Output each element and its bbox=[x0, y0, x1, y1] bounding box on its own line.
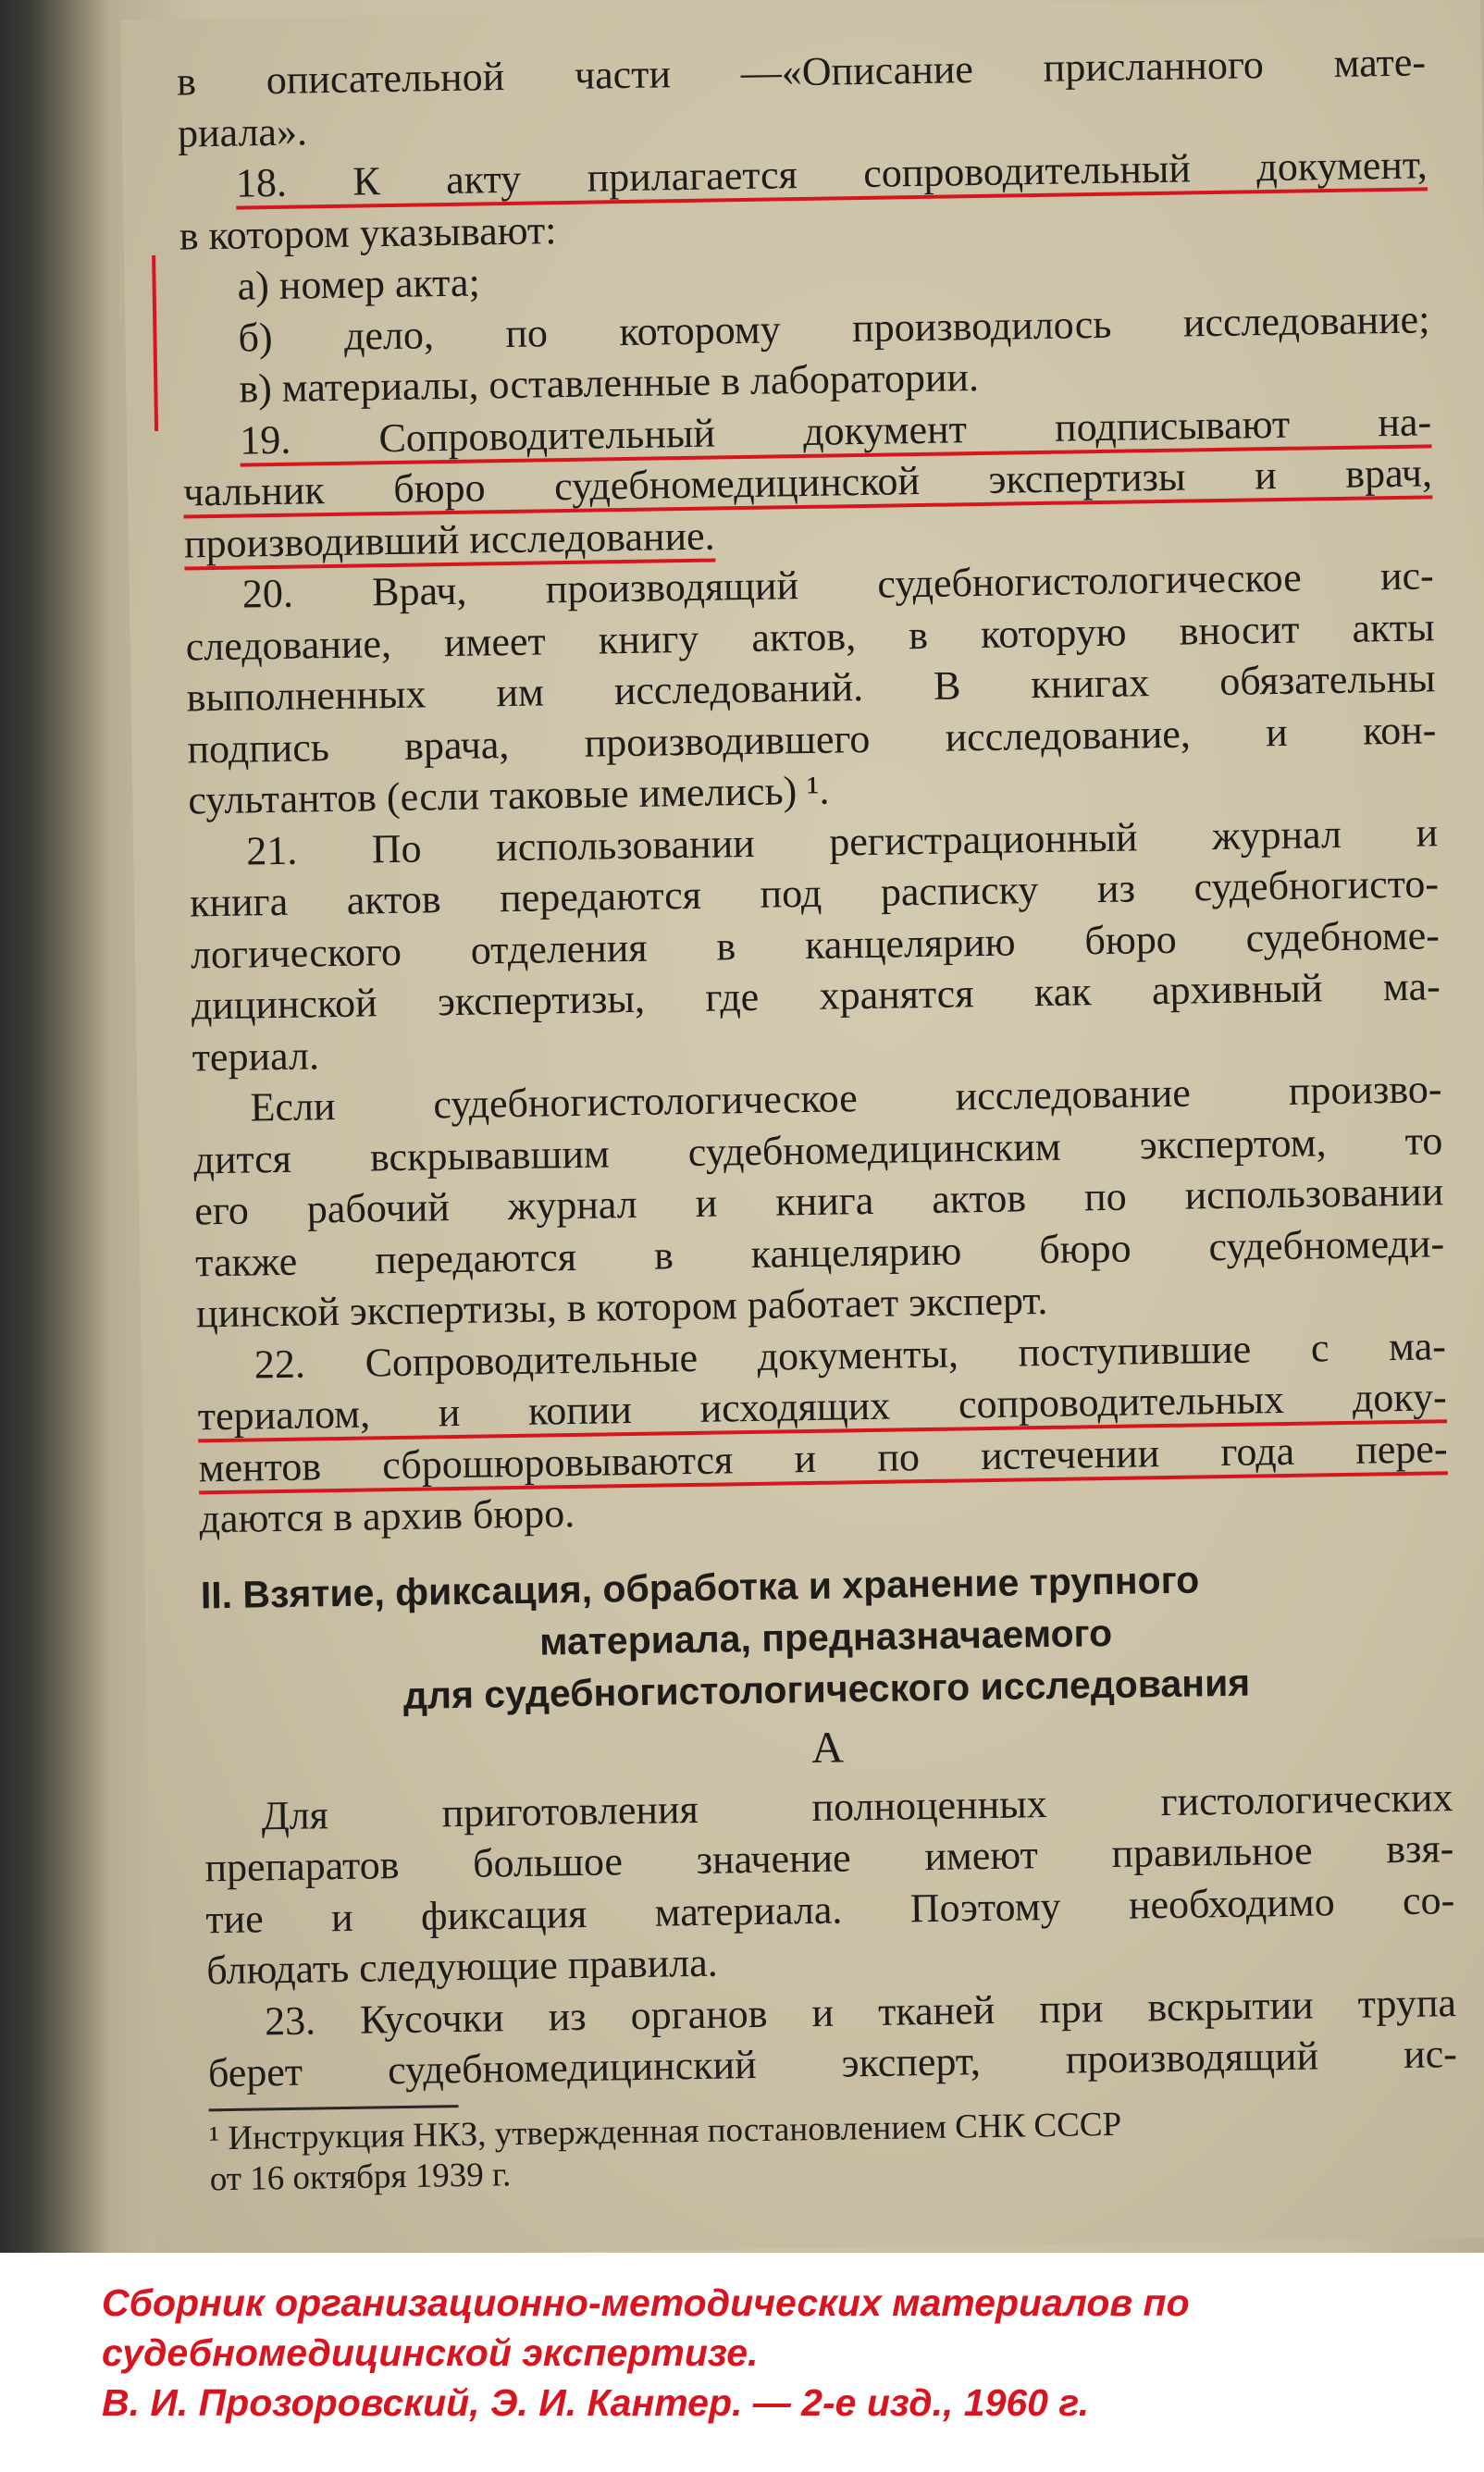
text-line: Для приготовления полноценных гистологических bbox=[261, 1774, 1453, 1838]
section-heading: для судебногистологического исследования bbox=[402, 1661, 1251, 1717]
footnote: от 16 октября 1939 г. bbox=[209, 2155, 512, 2198]
text-line: логического отделения в канцелярию бюро судебноме- bbox=[190, 911, 1441, 977]
footnote: ¹ Инструкция НКЗ, утвержденная постановлением СНК СССР bbox=[208, 2105, 1122, 2157]
text-line-underlined: чальник бюро судебномедицинской экспертизы и врач, bbox=[183, 447, 1433, 518]
text-line: Если судебногистологическое исследование произво- bbox=[250, 1066, 1442, 1131]
text-line: подпись врача, производившего исследование, и кон- bbox=[187, 706, 1437, 772]
book-page bbox=[120, 0, 1484, 2253]
text-line: в) материалы, оставленные в лаборатории. bbox=[238, 354, 980, 412]
text-line: цинской экспертизы, в котором работает эксперт. bbox=[195, 1277, 1048, 1337]
text-line: в описательной части —«Описание присланного мате- bbox=[176, 39, 1427, 105]
caption-line: судебномедицинской экспертизе. bbox=[102, 2331, 759, 2374]
text-line: б) дело, по которому производилось исследование; bbox=[238, 295, 1430, 361]
footnote-rule bbox=[209, 2105, 459, 2111]
text-line: риала». bbox=[177, 107, 308, 156]
section-heading: материала, предназначаемого bbox=[538, 1611, 1113, 1663]
text-line: тие и фиксация материала. Поэтому необходимо со- bbox=[204, 1876, 1455, 1942]
caption-line: В. И. Прозоровский, Э. И. Кантер. — 2-е изд., 1960 г. bbox=[102, 2381, 1090, 2424]
text-line: препаратов большое значение имеют правильное взя- bbox=[204, 1825, 1454, 1891]
text-line: следование, имеет книгу актов, в которую вносит акты bbox=[185, 603, 1435, 670]
text-line: его рабочий журнал и книга актов по использовании bbox=[193, 1168, 1444, 1234]
text-line: дицинской экспертизы, где хранятся как архивный ма- bbox=[191, 963, 1441, 1029]
text-line: берет судебномедицинский эксперт, производящий ис- bbox=[207, 2031, 1458, 2096]
page-text bbox=[177, 36, 1459, 2199]
text-line: 20. Врач, производящий судебногистологическое ис- bbox=[241, 552, 1435, 617]
text-line-underlined: 19. Сопроводительный документ подписывают на- bbox=[182, 396, 1432, 467]
text-line: книга актов передаются под расписку из судебногисто- bbox=[189, 860, 1440, 926]
section-heading: II. Взятие, фиксация, обработка и хранение трупного bbox=[200, 1557, 1200, 1616]
text-line: дится вскрывавшим судебномедицинским экспертом, то bbox=[193, 1117, 1443, 1182]
text-line: сультантов (если таковые имелись) ¹. bbox=[187, 767, 830, 823]
text-line: также передаются в канцелярию бюро судебномеди- bbox=[194, 1219, 1445, 1285]
text-line-underlined: производивший исследование. bbox=[184, 499, 1434, 570]
text-line: териал. bbox=[192, 1032, 320, 1080]
text-line: а) номер акта; bbox=[237, 259, 481, 309]
text-line: блюдать следующие правила. bbox=[205, 1939, 719, 1994]
margin-annotation-bar bbox=[152, 255, 158, 431]
caption-line: Сборник организационно-методических материалов по bbox=[102, 2281, 1190, 2324]
source-caption bbox=[102, 2278, 1434, 2428]
text-line-underlined: ментов сброшюровываются и по истечении года пере- bbox=[198, 1423, 1448, 1494]
text-line: выполненных им исследований. В книгах обязательны bbox=[186, 655, 1436, 721]
section-letter: А bbox=[810, 1722, 845, 1773]
text-line: даются в архив бюро. bbox=[199, 1490, 575, 1542]
text-line: 23. Кусочки из органов и тканей при вскрытии трупа bbox=[264, 1979, 1457, 2044]
text-line: в котором указывают: bbox=[179, 206, 557, 259]
text-line-underlined: териалом, и копии исходящих сопроводительных доку- bbox=[197, 1371, 1447, 1442]
text-line: 22. Сопроводительные документы, поступившие с ма- bbox=[254, 1322, 1447, 1387]
text-line: 21. По использовании регистрационный журнал и bbox=[245, 809, 1439, 874]
text-line-underlined: 18. К акту прилагается сопроводительный документ, bbox=[178, 139, 1428, 210]
